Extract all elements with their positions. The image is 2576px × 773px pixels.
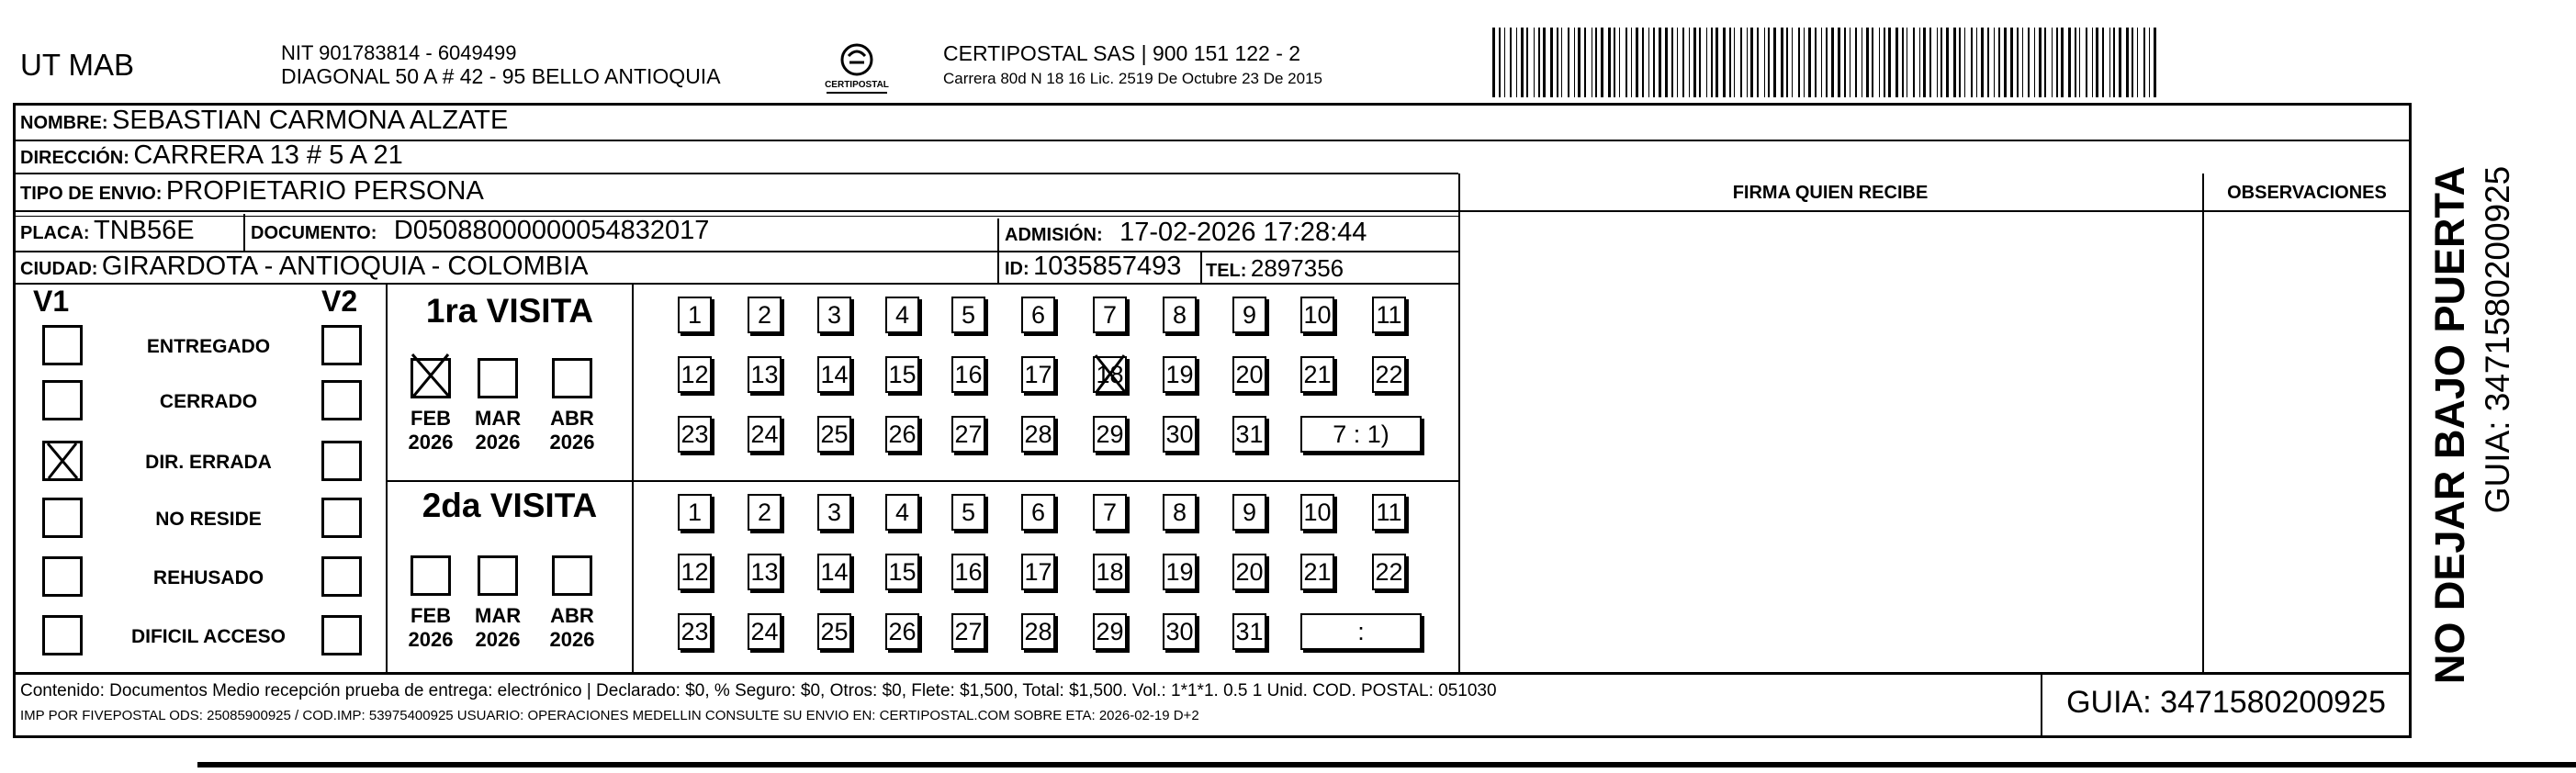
direccion-value: CARRERA 13 # 5 A 21 [133, 140, 403, 170]
barcode-bar [1631, 28, 1632, 97]
visit-2-day-12[interactable]: 12 [678, 554, 712, 590]
admision-value: 17-02-2026 17:28:44 [1119, 218, 1367, 247]
month-year: 2026 [475, 431, 521, 454]
visit-2-day-28[interactable]: 28 [1021, 613, 1055, 650]
barcode-bar [1879, 28, 1880, 97]
month-name: FEB [411, 407, 451, 430]
month-name: ABR [550, 604, 594, 627]
barcode-bar [1953, 28, 1956, 97]
ciudad-value: GIRARDOTA - ANTIOQUIA - COLOMBIA [101, 252, 589, 281]
barcode-bar [1526, 28, 1528, 97]
footer-guia: GUIA: 3471580200925 [2066, 685, 2386, 720]
visit-1-day-20[interactable]: 20 [1232, 356, 1266, 393]
v1-checkbox-2[interactable] [42, 441, 83, 481]
visit-1-day-12[interactable]: 12 [678, 356, 712, 393]
v1-label: V1 [33, 285, 70, 318]
side-guia: GUIA: 3471580200925 [2479, 165, 2516, 514]
visit-1-day-2[interactable]: 2 [748, 297, 782, 333]
visit-2-month-label-1 [475, 604, 521, 652]
documento-value: D05088000000054832017 [393, 216, 710, 245]
month-year: 2026 [475, 628, 521, 651]
visit-1-day-22[interactable]: 22 [1372, 356, 1406, 393]
barcode-bar [1773, 28, 1776, 97]
barcode-bar [1614, 28, 1615, 97]
barcode-bar [1750, 28, 1753, 97]
visit-1-day-31[interactable]: 31 [1232, 416, 1266, 453]
barcode-bar [1595, 28, 1597, 97]
month-name: ABR [550, 407, 594, 430]
barcode-bar [1636, 28, 1638, 97]
visit-2-day-3[interactable]: 3 [817, 494, 851, 531]
barcode-bar [2113, 28, 2115, 97]
documento-label: DOCUMENTO: [251, 223, 377, 243]
tipo-value: PROPIETARIO PERSONA [165, 176, 484, 206]
barcode-bar [1781, 28, 1783, 97]
barcode-bar [1838, 28, 1840, 97]
barcode-bar [1757, 28, 1759, 97]
visit-1-day-30[interactable]: 30 [1163, 416, 1197, 453]
barcode-bar [2044, 28, 2046, 97]
barcode-bar [1521, 28, 1524, 97]
barcode-bar [2132, 28, 2133, 97]
visit-2-day-15[interactable]: 15 [885, 554, 919, 590]
company-address: DIAGONAL 50 A # 42 - 95 BELLO ANTIOQUIA [281, 64, 721, 88]
barcode-bar [2154, 28, 2156, 97]
placa-value: TNB56E [94, 216, 195, 245]
visit-2-day-11[interactable]: 11 [1372, 494, 1406, 531]
barcode-bar [1693, 28, 1696, 97]
admision-field [1005, 218, 1367, 248]
visit-1-hour-field[interactable]: 7 : 1) [1300, 416, 1422, 453]
barcode-bar [1653, 28, 1655, 97]
visit-2-day-9[interactable]: 9 [1232, 494, 1266, 531]
visit-2-day-1[interactable]: 1 [678, 494, 712, 531]
v2-checkbox-3[interactable] [321, 498, 362, 538]
barcode-bar [1804, 28, 1805, 97]
barcode-bar [1677, 28, 1678, 97]
barcode-bar [1872, 28, 1873, 97]
ciudad-field [20, 252, 588, 282]
barcode-bar [1959, 28, 1961, 97]
certipostal-logo [816, 41, 898, 96]
barcode-bar [1516, 28, 1517, 97]
carrier-name: CERTIPOSTAL SAS | 900 151 122 - 2 [943, 41, 1301, 65]
barcode-bar [1682, 28, 1684, 97]
tel-field [1206, 254, 1344, 283]
barcode-bar [1578, 28, 1580, 97]
barcode-bar [1888, 28, 1891, 97]
visit-1-month-label-0 [408, 407, 454, 454]
barcode-bar [1659, 28, 1661, 97]
v2-checkbox-0[interactable] [321, 325, 362, 365]
visit-1-day-28[interactable]: 28 [1021, 416, 1055, 453]
carrier-license: Carrera 80d N 18 16 Lic. 2519 De Octubre 23 De 2015 [943, 70, 1322, 87]
barcode-bar [2010, 28, 2013, 97]
visit-2-day-19[interactable]: 19 [1163, 554, 1197, 590]
barcode-bar [1499, 28, 1501, 97]
barcode-bar [1855, 28, 1857, 97]
barcode-bar [1831, 28, 1834, 97]
barcode-bar [1929, 28, 1931, 97]
barcode-bar [2096, 28, 2098, 97]
nombre-label: NOMBRE: [20, 113, 108, 133]
barcode-bar [1937, 28, 1938, 97]
visit-1-day-1[interactable]: 1 [678, 297, 712, 333]
month-year: 2026 [408, 628, 454, 651]
barcode-bar [1798, 28, 1800, 97]
barcode-bar [1723, 28, 1726, 97]
nombre-value: SEBASTIAN CARMONA ALZATE [112, 106, 509, 135]
visit-1-day-10[interactable]: 10 [1300, 297, 1334, 333]
visit-1-day-6[interactable]: 6 [1021, 297, 1055, 333]
barcode-bar [2109, 28, 2110, 97]
barcode-bar [1601, 28, 1603, 97]
visit-2-day-26[interactable]: 26 [885, 613, 919, 650]
barcode-bar [2028, 28, 2030, 97]
visit-2-day-2[interactable]: 2 [748, 494, 782, 531]
barcode-bar [1510, 28, 1512, 97]
v1-checkbox-5[interactable] [42, 615, 83, 655]
barcode-bar [1543, 28, 1546, 97]
barcode-bar [1913, 28, 1915, 97]
barcode-bar [1902, 28, 1904, 97]
barcode-bar [1895, 28, 1898, 97]
nombre-field [20, 106, 508, 136]
barcode-bar [1568, 28, 1569, 97]
visit-1-day-3[interactable]: 3 [817, 297, 851, 333]
barcode-bar [1786, 28, 1788, 97]
barcode-bar [1625, 28, 1627, 97]
barcode-bar [1584, 28, 1586, 97]
bottom-rule [197, 762, 2576, 767]
ciudad-label: CIUDAD: [20, 259, 98, 279]
visit-1-day-29[interactable]: 29 [1093, 416, 1127, 453]
visit-2-day-7[interactable]: 7 [1093, 494, 1127, 531]
visit-2-day-31[interactable]: 31 [1232, 613, 1266, 650]
status-label-1: CERRADO [159, 391, 258, 412]
v2-label: V2 [321, 285, 358, 318]
barcode-bar [1715, 28, 1718, 97]
v2-checkbox-2[interactable] [321, 441, 362, 481]
barcode-bar [2068, 28, 2071, 97]
visit-2-day-8[interactable]: 8 [1163, 494, 1197, 531]
visit-1-day-18[interactable]: 18 [1093, 356, 1127, 393]
visit-1-day-5[interactable]: 5 [951, 297, 985, 333]
barcode-bar [1821, 28, 1822, 97]
visit-1-day-25[interactable]: 25 [817, 416, 851, 453]
barcode-bar [1792, 28, 1793, 97]
barcode-bar [2092, 28, 2093, 97]
barcode-bar [1550, 28, 1553, 97]
barcode-bar [2017, 28, 2019, 97]
barcode-bar [1538, 28, 1540, 97]
barcode-bar [1826, 28, 1828, 97]
v1-checkbox-4[interactable] [42, 556, 83, 597]
barcode-bar [1976, 28, 1977, 97]
v1-checkbox-3[interactable] [42, 498, 83, 538]
documento-field [251, 216, 709, 246]
visit-1-day-26[interactable]: 26 [885, 416, 919, 453]
barcode-bar [2086, 28, 2087, 97]
admision-label: ADMISIÓN: [1005, 225, 1103, 245]
barcode-bar [1815, 28, 1817, 97]
visit-2-day-16[interactable]: 16 [951, 554, 985, 590]
visit-2-month-checkbox-1[interactable] [478, 555, 518, 596]
visit-1-month-label-1 [475, 407, 521, 454]
barcode-bar [1940, 28, 1942, 97]
visit-2-day-4[interactable]: 4 [885, 494, 919, 531]
barcode-bar [1808, 28, 1811, 97]
visit-1-day-4[interactable]: 4 [885, 297, 919, 333]
barcode-bar [1504, 28, 1505, 97]
barcode-bar [1648, 28, 1649, 97]
v1-checkbox-1[interactable] [42, 380, 83, 420]
barcode-bar [1706, 28, 1707, 97]
visit-1-month-checkbox-0[interactable] [411, 358, 451, 398]
barcode-bar [1740, 28, 1742, 97]
visit-2-day-21[interactable]: 21 [1300, 554, 1334, 590]
barcode-bar [1492, 28, 1495, 97]
status-label-5: DIFICIL ACCESO [130, 626, 286, 647]
barcode-bar [2137, 28, 2138, 97]
id-field [1005, 252, 1181, 282]
id-label: ID: [1005, 259, 1029, 279]
visit-2-day-22[interactable]: 22 [1372, 554, 1406, 590]
visit-1-day-11[interactable]: 11 [1372, 297, 1406, 333]
visit-2-month-checkbox-0[interactable] [411, 555, 451, 596]
visit-1-month-label-2 [549, 407, 595, 454]
barcode-bar [2149, 28, 2150, 97]
visit-1-day-19[interactable]: 19 [1163, 356, 1197, 393]
barcode-bar [1998, 28, 2000, 97]
barcode-bar [2126, 28, 2129, 97]
barcode-bar [1866, 28, 1869, 97]
visit-2-hour-field[interactable]: : [1300, 613, 1422, 650]
barcode-bar [1971, 28, 1973, 97]
barcode-bar [1711, 28, 1713, 97]
barcode-bar [2004, 28, 2007, 97]
visit-1-day-13[interactable]: 13 [748, 356, 782, 393]
barcode-bar [1689, 28, 1690, 97]
barcode-bar [1734, 28, 1735, 97]
visit-1-day-16[interactable]: 16 [951, 356, 985, 393]
visit-2-day-18[interactable]: 18 [1093, 554, 1127, 590]
barcode-bar [1923, 28, 1926, 97]
barcode-bar [2119, 28, 2121, 97]
visit-2-day-20[interactable]: 20 [1232, 554, 1266, 590]
visit-1-day-27[interactable]: 27 [951, 416, 985, 453]
direccion-label: DIRECCIÓN: [20, 148, 129, 168]
barcode-bar [1994, 28, 1995, 97]
visit-2-day-24[interactable]: 24 [748, 613, 782, 650]
barcode-bar [2034, 28, 2035, 97]
barcode-bar [1987, 28, 1989, 97]
tipo-label: TIPO DE ENVIO: [20, 184, 163, 204]
visit-1-month-checkbox-2[interactable] [552, 358, 592, 398]
month-name: FEB [411, 604, 451, 627]
company-nit: NIT 901783814 - 6049499 [281, 41, 517, 64]
barcode-bar [1729, 28, 1731, 97]
visit-1-month-checkbox-1[interactable] [478, 358, 518, 398]
visit-2-month-label-2 [549, 604, 595, 652]
status-label-2: DIR. ERRADA [145, 452, 272, 473]
barcode-bar [1642, 28, 1644, 97]
barcode-bar [2022, 28, 2023, 97]
visit-2-day-29[interactable]: 29 [1093, 613, 1127, 650]
id-value: 1035857493 [1033, 252, 1182, 281]
barcode-bar [1919, 28, 1920, 97]
visit-1-day-21[interactable]: 21 [1300, 356, 1334, 393]
barcode-bar [2039, 28, 2042, 97]
visit-2-day-27[interactable]: 27 [951, 613, 985, 650]
month-year: 2026 [549, 431, 595, 454]
barcode-bar [1981, 28, 1984, 97]
barcode-bar [1764, 28, 1765, 97]
barcode-bar [2061, 28, 2064, 97]
visit-2-day-10[interactable]: 10 [1300, 494, 1334, 531]
month-name: MAR [475, 604, 522, 627]
visit-2-month-checkbox-2[interactable] [552, 555, 592, 596]
visit-1-day-8[interactable]: 8 [1163, 297, 1197, 333]
visit-1-day-17[interactable]: 17 [1021, 356, 1055, 393]
visit-1-day-14[interactable]: 14 [817, 356, 851, 393]
barcode-bar [2052, 28, 2053, 97]
v1-checkbox-0[interactable] [42, 325, 83, 365]
visit-1-day-9[interactable]: 9 [1232, 297, 1266, 333]
tipo-field [20, 176, 484, 207]
barcode-bar [1665, 28, 1668, 97]
v2-checkbox-4[interactable] [321, 556, 362, 597]
month-year: 2026 [408, 431, 454, 454]
v2-checkbox-5[interactable] [321, 615, 362, 655]
barcode-bar [1884, 28, 1885, 97]
svg-text:CERTIPOSTAL: CERTIPOSTAL [825, 80, 889, 90]
barcode-bar [1699, 28, 1701, 97]
barcode-bar [1608, 28, 1611, 97]
barcode-bar [1671, 28, 1673, 97]
barcode-bar [1557, 28, 1558, 97]
visit-1-title: 1ra VISITA [425, 292, 594, 330]
visit-2-month-label-0 [408, 604, 454, 652]
v2-checkbox-1[interactable] [321, 380, 362, 420]
barcode-bar [1619, 28, 1620, 97]
visit-2-day-17[interactable]: 17 [1021, 554, 1055, 590]
observaciones-label: OBSERVACIONES [2227, 183, 2387, 203]
footer-content: Contenido: Documentos Medio recepción prueba de entrega: electrónico | Declarado: $0, % Seguro: $0, Otros: $0, Flete: $1,500, Total: $1,500. Vol.: 1*1*1. 0.5 1 Unid. COD. POSTAL: 051030 [20, 681, 1497, 700]
barcode-bar [2075, 28, 2076, 97]
visit-2-day-5[interactable]: 5 [951, 494, 985, 531]
barcode-bar [1574, 28, 1575, 97]
barcode-bar [2056, 28, 2058, 97]
month-name: MAR [475, 407, 522, 430]
tel-label: TEL: [1206, 261, 1247, 281]
direccion-field [20, 140, 403, 171]
placa-label: PLACA: [20, 223, 90, 243]
barcode-bar [1768, 28, 1770, 97]
side-warning: NO DEJAR BAJO PUERTA [2426, 165, 2473, 685]
barcode-bar [1561, 28, 1562, 97]
visit-1-day-15[interactable]: 15 [885, 356, 919, 393]
status-label-3: NO RESIDE [155, 509, 262, 530]
status-label-4: REHUSADO [152, 567, 264, 588]
visit-1-day-7[interactable]: 7 [1093, 297, 1127, 333]
visit-2-day-23[interactable]: 23 [678, 613, 712, 650]
visit-2-title: 2da VISITA [422, 487, 598, 524]
visit-2-day-6[interactable]: 6 [1021, 494, 1055, 531]
barcode-bar [2079, 28, 2080, 97]
company-name: UT MAB [20, 48, 135, 82]
barcode-bar [1534, 28, 1535, 97]
tel-value: 2897356 [1250, 254, 1344, 282]
visit-2-day-25[interactable]: 25 [817, 613, 851, 650]
firma-label: FIRMA QUIEN RECIBE [1732, 183, 1929, 203]
status-label-0: ENTREGADO [146, 336, 271, 357]
visit-2-day-14[interactable]: 14 [817, 554, 851, 590]
barcode-bar [2143, 28, 2145, 97]
visit-2-day-30[interactable]: 30 [1163, 613, 1197, 650]
barcode-bar [2102, 28, 2104, 97]
barcode-bar [1747, 28, 1748, 97]
month-year: 2026 [549, 628, 595, 651]
barcode-bar [1844, 28, 1846, 97]
footer-print-info: IMP POR FIVEPOSTAL ODS: 25085900925 / COD.IMP: 53975400925 USUARIO: OPERACIONES MEDELLIN CONSULTE SU ENVIO EN: CERTIPOSTAL.COM SOBRE ETA: 2026-02-19 D+2 [20, 708, 1199, 723]
visit-2-day-13[interactable]: 13 [748, 554, 782, 590]
barcode-bar [1946, 28, 1949, 97]
visit-1-day-23[interactable]: 23 [678, 416, 712, 453]
visit-1-day-24[interactable]: 24 [748, 416, 782, 453]
barcode [1492, 28, 2159, 97]
placa-field [20, 216, 195, 246]
barcode-bar [1964, 28, 1965, 97]
